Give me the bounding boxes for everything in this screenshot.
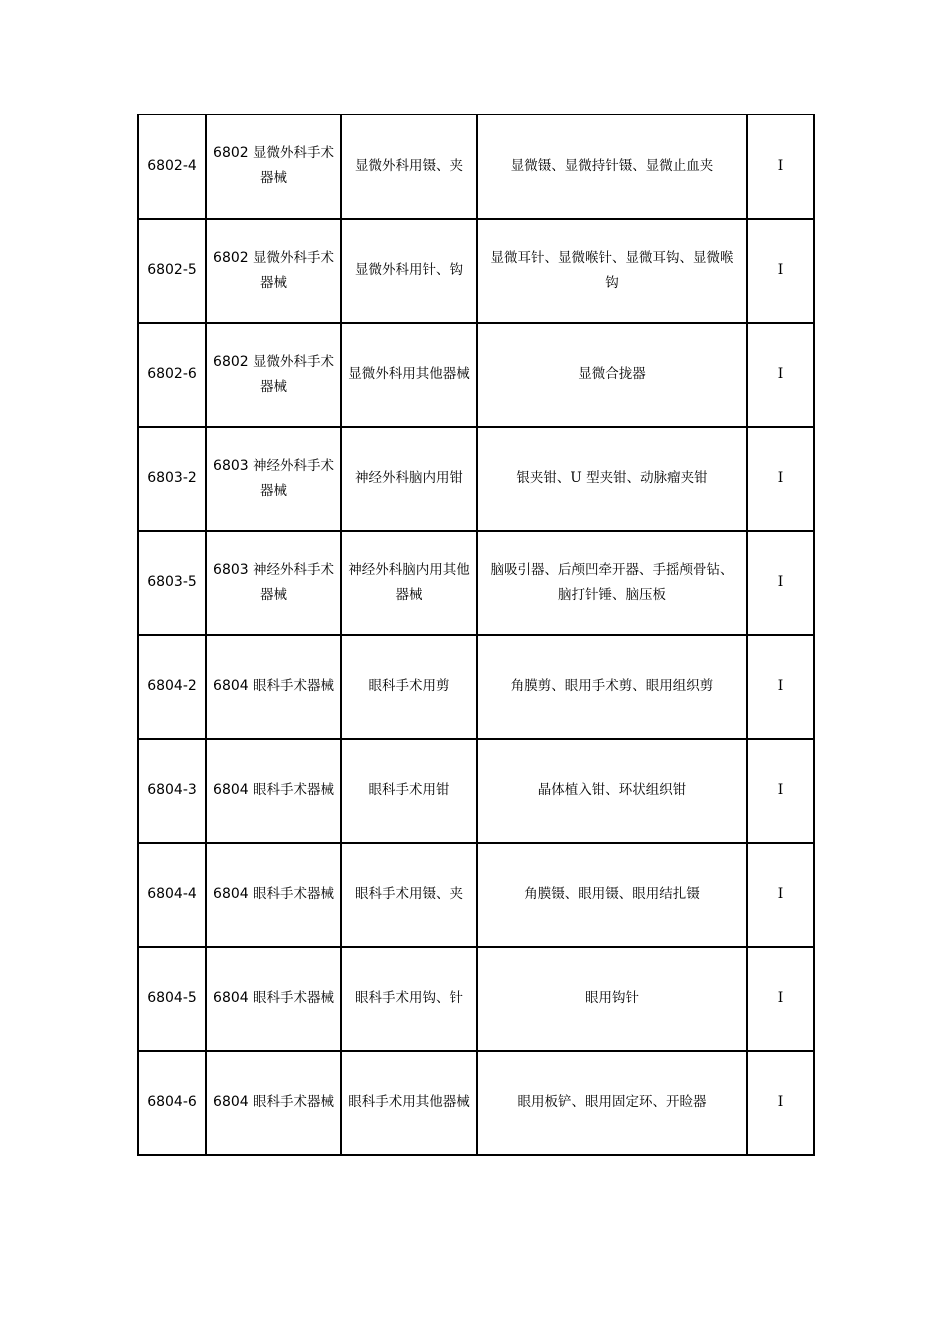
category-cell	[206, 323, 341, 427]
category-cell	[206, 219, 341, 323]
class-cell: I	[747, 635, 814, 739]
table-row	[138, 843, 814, 947]
class-cell: I	[747, 531, 814, 635]
category-number: 6802	[213, 145, 249, 162]
category-cell	[206, 1051, 341, 1155]
category-name: 眼科手术器械	[252, 678, 334, 694]
products-cell: 脑吸引器、后颅凹牵开器、手摇颅骨钻、脑打针锤、脑压板	[477, 531, 747, 635]
table-row	[138, 739, 814, 843]
subcategory-cell: 显微外科用针、钩	[341, 219, 477, 323]
category-name: 眼科手术器械	[252, 782, 334, 798]
subcategory-cell: 神经外科脑内用其他器械	[341, 531, 477, 635]
category-name: 眼科手术器械	[252, 1094, 334, 1110]
category-cell	[206, 531, 341, 635]
subcategory-cell: 眼科手术用钳	[341, 739, 477, 843]
table-row	[138, 531, 814, 635]
code-cell: 6802-6	[138, 323, 206, 427]
device-catalog-table	[137, 114, 815, 1156]
table-row	[138, 1051, 814, 1155]
category-name: 神经外科手术器械	[252, 457, 334, 499]
category-number: 6804	[213, 990, 249, 1006]
category-number: 6804	[213, 782, 249, 798]
table-row	[138, 323, 814, 427]
table-row	[138, 115, 814, 219]
category-name: 眼科手术器械	[252, 990, 334, 1006]
category-cell	[206, 947, 341, 1051]
products-cell: 角膜剪、眼用手术剪、眼用组织剪	[477, 635, 747, 739]
code-cell: 6804-6	[138, 1051, 206, 1155]
products-cell: 晶体植入钳、环状组织钳	[477, 739, 747, 843]
code-cell: 6803-5	[138, 531, 206, 635]
subcategory-cell: 显微外科用其他器械	[341, 323, 477, 427]
code-cell: 6804-4	[138, 843, 206, 947]
category-number: 6802	[213, 353, 249, 370]
subcategory-cell: 眼科手术用剪	[341, 635, 477, 739]
category-cell	[206, 739, 341, 843]
subcategory-cell: 眼科手术用钩、针	[341, 947, 477, 1051]
category-number: 6802	[213, 249, 249, 266]
products-cell: 显微合拢器	[477, 323, 747, 427]
subcategory-cell: 眼科手术用其他器械	[341, 1051, 477, 1155]
class-cell: I	[747, 1051, 814, 1155]
category-name: 显微外科手术器械	[252, 145, 334, 187]
category-name: 神经外科手术器械	[252, 561, 334, 603]
products-cell: 眼用板铲、眼用固定环、开睑器	[477, 1051, 747, 1155]
table-row	[138, 427, 814, 531]
code-cell: 6802-4	[138, 115, 206, 219]
code-cell: 6804-3	[138, 739, 206, 843]
products-cell: 显微镊、显微持针镊、显微止血夹	[477, 115, 747, 219]
category-cell	[206, 635, 341, 739]
table-row	[138, 947, 814, 1051]
class-cell: I	[747, 843, 814, 947]
category-cell	[206, 843, 341, 947]
category-cell	[206, 427, 341, 531]
category-number: 6803	[213, 457, 249, 474]
table-row	[138, 635, 814, 739]
products-cell: 显微耳针、显微喉针、显微耳钩、显微喉钩	[477, 219, 747, 323]
code-cell: 6803-2	[138, 427, 206, 531]
code-cell: 6804-2	[138, 635, 206, 739]
category-name: 显微外科手术器械	[252, 249, 334, 291]
class-cell: I	[747, 739, 814, 843]
subcategory-cell: 眼科手术用镊、夹	[341, 843, 477, 947]
class-cell: I	[747, 427, 814, 531]
category-number: 6803	[213, 561, 249, 578]
class-cell: I	[747, 115, 814, 219]
products-cell: 角膜镊、眼用镊、眼用结扎镊	[477, 843, 747, 947]
category-name: 眼科手术器械	[252, 886, 334, 902]
table-row	[138, 219, 814, 323]
code-cell: 6802-5	[138, 219, 206, 323]
category-number: 6804	[213, 886, 249, 902]
products-cell: 银夹钳、U 型夹钳、动脉瘤夹钳	[477, 427, 747, 531]
class-cell: I	[747, 947, 814, 1051]
class-cell: I	[747, 219, 814, 323]
category-number: 6804	[213, 678, 249, 694]
subcategory-cell: 神经外科脑内用钳	[341, 427, 477, 531]
class-cell: I	[747, 323, 814, 427]
catalog-table-body	[138, 115, 814, 1155]
products-cell: 眼用钩针	[477, 947, 747, 1051]
subcategory-cell: 显微外科用镊、夹	[341, 115, 477, 219]
category-number: 6804	[213, 1094, 249, 1110]
category-name: 显微外科手术器械	[252, 353, 334, 395]
code-cell: 6804-5	[138, 947, 206, 1051]
category-cell	[206, 115, 341, 219]
